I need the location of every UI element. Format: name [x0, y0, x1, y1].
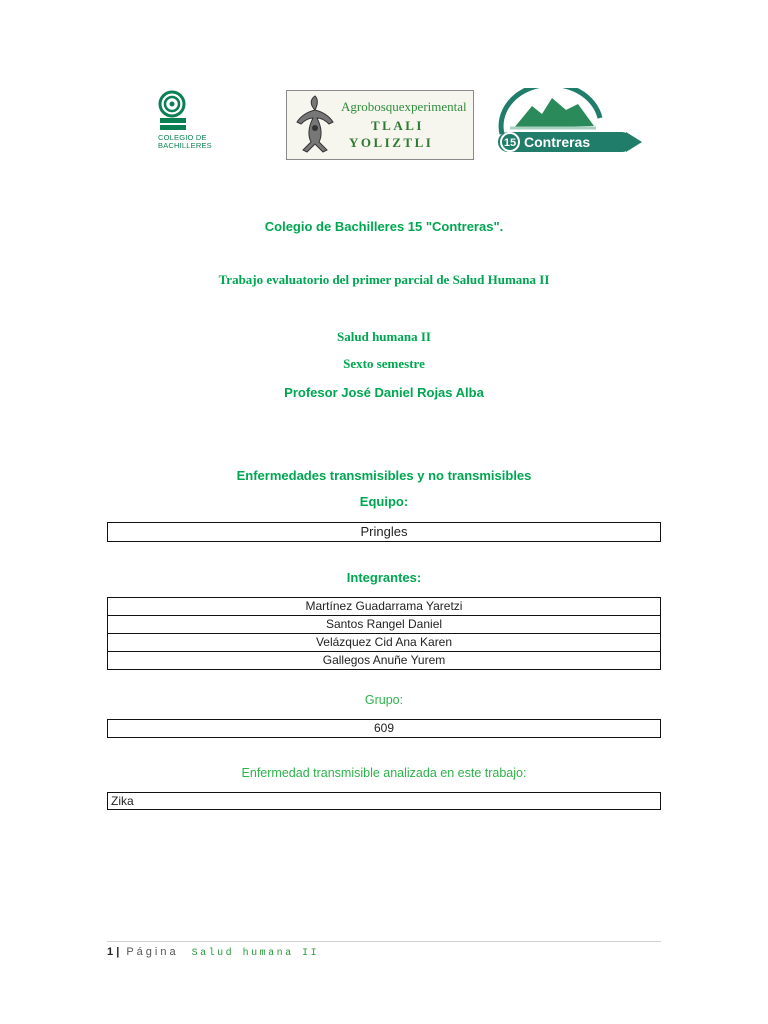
member-row: Velázquez Cid Ana Karen: [108, 634, 660, 652]
contreras-number: 15: [503, 137, 517, 149]
footer-divider: [107, 941, 661, 942]
team-name: Pringles: [360, 524, 408, 539]
semester: Sexto semestre: [343, 356, 425, 371]
group-box: [107, 719, 661, 738]
members-table: [107, 597, 661, 670]
group-value: 609: [373, 721, 395, 735]
agro-line-1: Agrobosquexperimental: [341, 99, 467, 114]
colegio-swirl-icon: [158, 88, 198, 134]
lizard-emblem-icon: [289, 92, 341, 158]
team-label: Equipo:: [359, 494, 409, 509]
team-box: [107, 522, 661, 542]
contreras-emblem-icon: [496, 88, 646, 160]
disease-label: Enfermedad transmisible analizada en este trabajo:: [241, 766, 527, 780]
footer-doc-name: Salud humana II: [191, 948, 320, 959]
agro-line-3: YOLIZTLI: [349, 135, 434, 150]
contreras-logo: [496, 88, 646, 160]
member-row: Martínez Guadarrama Yaretzi: [108, 598, 660, 616]
disease-value: Zika: [111, 794, 134, 808]
colegio-bachilleres-logo: [158, 88, 238, 158]
school-name: Colegio de Bachilleres 15 "Contreras".: [264, 219, 504, 234]
teacher-name: Profesor José Daniel Rojas Alba: [284, 385, 484, 400]
footer-separator: |: [116, 946, 120, 958]
work-title: Trabajo evaluatorio del primer parcial de Salud Humana II: [218, 272, 550, 287]
page-word: Página: [126, 946, 179, 958]
member-row: Gallegos Anuñe Yurem: [322, 653, 446, 667]
members-label: Integrantes:: [346, 570, 422, 585]
subject-name: Salud humana II: [337, 329, 431, 344]
contreras-text: Contreras: [524, 134, 591, 150]
page-number: 1: [107, 946, 114, 958]
topic-heading: Enfermedades transmisibles y no transmisibles: [236, 468, 532, 483]
agrobosque-logo: [286, 90, 474, 160]
group-label: Grupo:: [364, 693, 404, 707]
page-footer: [107, 946, 319, 959]
member-row: Santos Rangel Daniel: [108, 616, 660, 634]
colegio-logo-text: COLEGIO DE BACHILLERES: [158, 133, 212, 150]
agro-line-2: TLALI: [371, 118, 424, 133]
disease-box: [107, 792, 661, 810]
